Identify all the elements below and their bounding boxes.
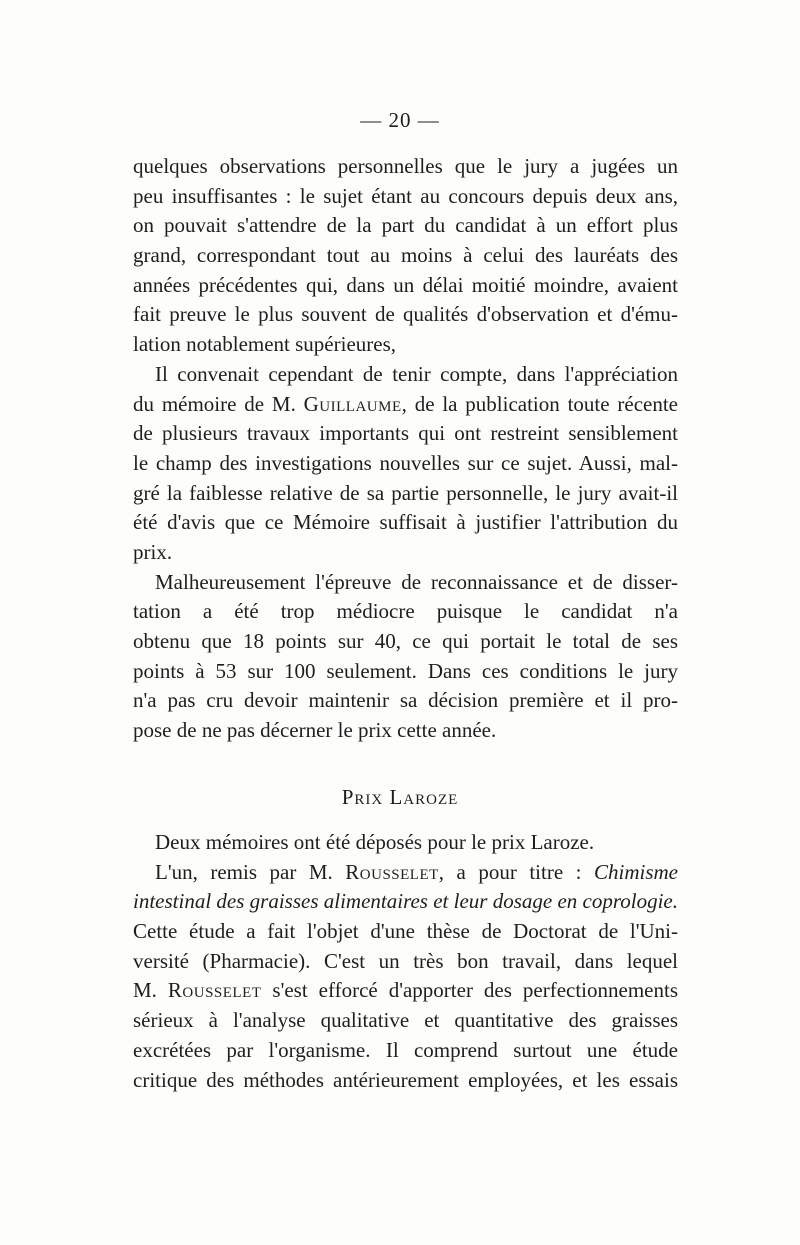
text-line bbox=[133, 330, 678, 360]
line-text: excrétées par l'organisme. Il comprend surtout une étude bbox=[133, 1037, 678, 1062]
author-name: Rousselet bbox=[345, 859, 439, 884]
text-line bbox=[133, 390, 678, 420]
line-text: années précédentes qui, dans un délai moitié moindre, avaient bbox=[133, 272, 678, 297]
line-text: Malheureusement l'épreuve de reconnaissance et de disser- bbox=[155, 569, 678, 594]
title-italic: intestinal des graisses alimentaires et leur dosage en coprologie. bbox=[133, 889, 678, 914]
text-line bbox=[133, 716, 678, 746]
text-line bbox=[133, 360, 678, 390]
paragraph bbox=[133, 360, 678, 568]
line-text: gré la faiblesse relative de sa partie personnelle, le jury avait-il bbox=[133, 480, 678, 505]
line-text: obtenu que 18 points sur 40, ce qui portait le total de ses bbox=[133, 629, 678, 653]
line-text: Deux mémoires ont été déposés pour le prix Laroze. bbox=[155, 830, 595, 854]
line-text: sérieux à l'analyse qualitative et quantitative des graisses bbox=[133, 1008, 678, 1033]
line-text: critique des méthodes antérieurement employées, et les essais bbox=[133, 1067, 678, 1092]
text-line bbox=[133, 241, 678, 271]
text-line bbox=[133, 300, 678, 330]
text-line bbox=[133, 976, 678, 1006]
text-line bbox=[133, 538, 678, 568]
line-text: L'un, remis par M. bbox=[155, 859, 346, 884]
line-text: prix. bbox=[133, 539, 173, 564]
page-number: — 20 — bbox=[360, 108, 440, 132]
author-name: Guillaume bbox=[303, 391, 402, 416]
section-heading: Prix Laroze bbox=[341, 785, 459, 809]
body-text-top bbox=[133, 152, 678, 746]
line-text: n'a pas cru devoir maintenir sa décision première et il pro- bbox=[133, 688, 678, 713]
paragraph bbox=[133, 152, 678, 360]
line-text: tation a été trop médiocre puisque le candidat n'a bbox=[133, 599, 678, 624]
text-line bbox=[133, 657, 678, 687]
line-text: Il convenait cependant de tenir compte, dans l'appréciation bbox=[155, 361, 678, 386]
text-line bbox=[133, 1036, 678, 1066]
line-text: on pouvait s'attendre de la part du candidat à un effort plus bbox=[133, 213, 678, 238]
line-text: , a pour titre : bbox=[438, 859, 594, 884]
line-text: , de la publication toute récente bbox=[401, 391, 678, 416]
author-name: Rousselet bbox=[167, 978, 262, 1003]
paragraph bbox=[133, 858, 678, 1096]
text-line bbox=[133, 686, 678, 716]
line-text: fait preuve le plus souvent de qualités d'observation et d'ému- bbox=[133, 302, 678, 327]
text-line bbox=[133, 508, 678, 538]
paragraph bbox=[133, 828, 678, 858]
text-line bbox=[133, 627, 678, 657]
text-line bbox=[133, 1006, 678, 1036]
line-text: pose de ne pas décerner le prix cette année. bbox=[133, 718, 497, 743]
text-line bbox=[133, 597, 678, 627]
text-line bbox=[133, 152, 678, 182]
text-line bbox=[133, 947, 678, 977]
text-line bbox=[133, 858, 678, 888]
line-text: Cette étude a fait l'objet d'une thèse de Doctorat de l'Uni- bbox=[133, 919, 678, 944]
line-text: grand, correspondant tout au moins à celui des lauréats des bbox=[133, 243, 678, 268]
line-text: été d'avis que ce Mémoire suffisait à justifier l'attribution du bbox=[133, 510, 678, 535]
text-line bbox=[133, 828, 678, 858]
line-text: M. bbox=[133, 978, 168, 1003]
title-italic: Chimisme bbox=[594, 859, 678, 884]
text-line bbox=[133, 917, 678, 947]
line-text: points à 53 sur 100 seulement. Dans ces conditions le jury bbox=[133, 658, 678, 683]
line-text: le champ des investigations nouvelles sur ce sujet. Aussi, mal- bbox=[133, 450, 678, 475]
line-text: lation notablement supérieures, bbox=[133, 332, 397, 357]
line-text: quelques observations personnelles que le jury a jugées un bbox=[133, 154, 678, 178]
text-line bbox=[133, 479, 678, 509]
text-line bbox=[133, 419, 678, 449]
line-text: peu insuffisantes : le sujet étant au concours depuis deux ans, bbox=[133, 183, 678, 208]
paragraph bbox=[133, 568, 678, 746]
line-text: du mémoire de M. bbox=[133, 391, 304, 416]
text-line bbox=[133, 211, 678, 241]
text-line bbox=[133, 887, 678, 917]
line-text: s'est efforcé d'apporter des perfectionnements bbox=[261, 978, 678, 1003]
text-line bbox=[133, 449, 678, 479]
text-line bbox=[133, 568, 678, 598]
line-text: de plusieurs travaux importants qui ont restreint sensiblement bbox=[133, 421, 678, 446]
body-text-bottom bbox=[133, 828, 678, 1095]
text-line bbox=[133, 271, 678, 301]
text-line bbox=[133, 182, 678, 212]
text-line bbox=[133, 1066, 678, 1096]
line-text: versité (Pharmacie). C'est un très bon travail, dans lequel bbox=[133, 948, 678, 973]
